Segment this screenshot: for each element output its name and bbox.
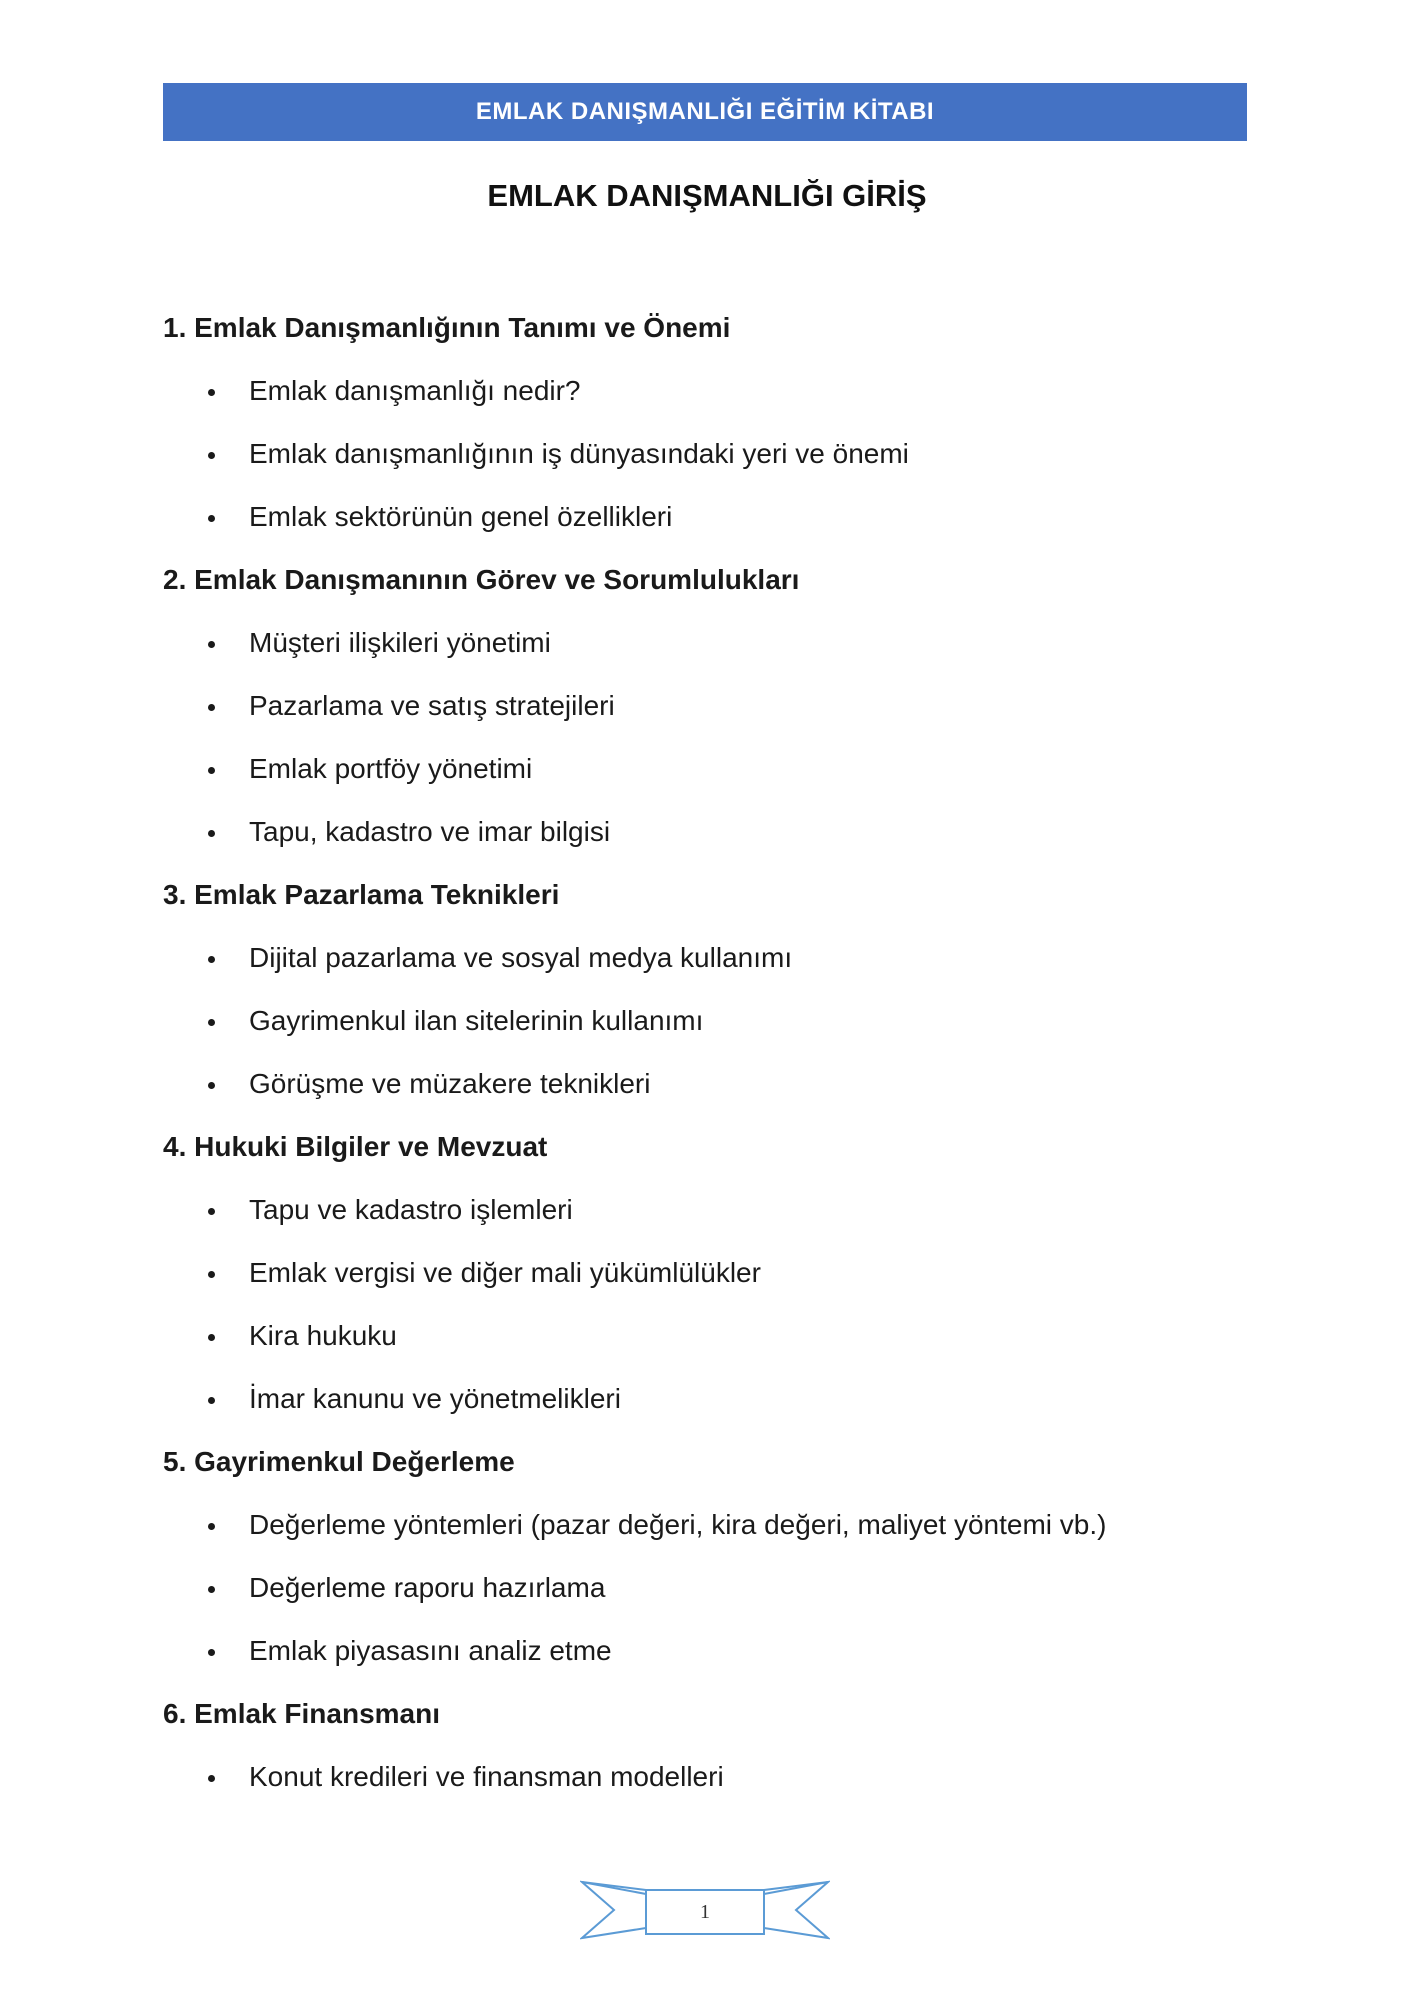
toc-section xyxy=(163,554,1263,869)
list-item-text: Görüşme ve müzakere teknikleri xyxy=(249,1068,651,1099)
header-band-text: EMLAK DANIŞMANLIĞI EĞİTİM KİTABI xyxy=(475,98,935,125)
bullet-icon xyxy=(208,1019,215,1026)
list-item-text: Emlak vergisi ve diğer mali yükümlülükler xyxy=(249,1257,761,1288)
list-item-text: Emlak danışmanlığının iş dünyasındaki yeri ve önemi xyxy=(249,438,909,469)
bullet-icon xyxy=(208,704,215,711)
toc-section xyxy=(163,1121,1263,1436)
bullet-icon xyxy=(208,1586,215,1593)
list-item xyxy=(163,995,1263,1058)
list-item xyxy=(163,1499,1263,1562)
list-item xyxy=(163,932,1263,995)
list-item xyxy=(163,1184,1263,1247)
list-item xyxy=(163,680,1263,743)
list-item-text: Müşteri ilişkileri yönetimi xyxy=(249,627,551,658)
list-item-text: Pazarlama ve satış stratejileri xyxy=(249,690,615,721)
bullet-icon xyxy=(208,1082,215,1089)
bullet-icon xyxy=(208,389,215,396)
list-item-text: Emlak portföy yönetimi xyxy=(249,753,533,784)
section-heading: 2. Emlak Danışmanının Görev ve Sorumlulukları xyxy=(163,564,800,595)
list-item-text: Gayrimenkul ilan sitelerinin kullanımı xyxy=(249,1005,704,1036)
list-item xyxy=(163,428,1263,491)
table-of-contents xyxy=(163,302,1263,1814)
bullet-icon xyxy=(208,1334,215,1341)
page-number: 1 xyxy=(700,1901,710,1923)
bullet-icon xyxy=(208,1271,215,1278)
list-item-text: Emlak danışmanlığı nedir? xyxy=(249,375,581,406)
bullet-icon xyxy=(208,1208,215,1215)
list-item-text: Emlak sektörünün genel özellikleri xyxy=(249,501,673,532)
list-item xyxy=(163,365,1263,428)
list-item-text: Tapu, kadastro ve imar bilgisi xyxy=(249,816,611,847)
page-number-ribbon xyxy=(580,1876,830,1948)
bullet-icon xyxy=(208,1397,215,1404)
list-item xyxy=(163,1058,1263,1121)
list-item-text: Konut kredileri ve finansman modelleri xyxy=(249,1761,724,1792)
section-heading: 6. Emlak Finansmanı xyxy=(163,1698,440,1729)
bullet-icon xyxy=(208,830,215,837)
list-item xyxy=(163,1373,1263,1436)
toc-section xyxy=(163,1436,1263,1688)
list-item-text: Değerleme raporu hazırlama xyxy=(249,1572,606,1603)
list-item-text: Tapu ve kadastro işlemleri xyxy=(249,1194,573,1225)
document-title: EMLAK DANIŞMANLIĞI GİRİŞ xyxy=(487,178,927,213)
list-item xyxy=(163,806,1263,869)
list-item xyxy=(163,1310,1263,1373)
list-item-text: Kira hukuku xyxy=(249,1320,397,1351)
bullet-icon xyxy=(208,515,215,522)
bullet-icon xyxy=(208,452,215,459)
list-item-text: İmar kanunu ve yönetmelikleri xyxy=(249,1383,621,1414)
toc-section xyxy=(163,1688,1263,1814)
list-item-text: Emlak piyasasını analiz etme xyxy=(249,1635,612,1666)
list-item xyxy=(163,617,1263,680)
list-item xyxy=(163,1751,1263,1814)
section-heading: 3. Emlak Pazarlama Teknikleri xyxy=(163,879,560,910)
toc-section xyxy=(163,869,1263,1121)
bullet-icon xyxy=(208,1649,215,1656)
section-heading: 1. Emlak Danışmanlığının Tanımı ve Önemi xyxy=(163,312,731,343)
list-item xyxy=(163,1562,1263,1625)
header-band xyxy=(163,83,1247,141)
section-heading: 5. Gayrimenkul Değerleme xyxy=(163,1446,515,1477)
bullet-icon xyxy=(208,767,215,774)
bullet-icon xyxy=(208,641,215,648)
toc-section xyxy=(163,302,1263,554)
section-heading: 4. Hukuki Bilgiler ve Mevzuat xyxy=(163,1131,548,1162)
bullet-icon xyxy=(208,956,215,963)
list-item-text: Dijital pazarlama ve sosyal medya kullanımı xyxy=(249,942,793,973)
list-item xyxy=(163,491,1263,554)
list-item xyxy=(163,743,1263,806)
list-item xyxy=(163,1625,1263,1688)
bullet-icon xyxy=(208,1523,215,1530)
list-item xyxy=(163,1247,1263,1310)
bullet-icon xyxy=(208,1775,215,1782)
list-item-text: Değerleme yöntemleri (pazar değeri, kira değeri, maliyet yöntemi vb.) xyxy=(249,1509,1107,1540)
